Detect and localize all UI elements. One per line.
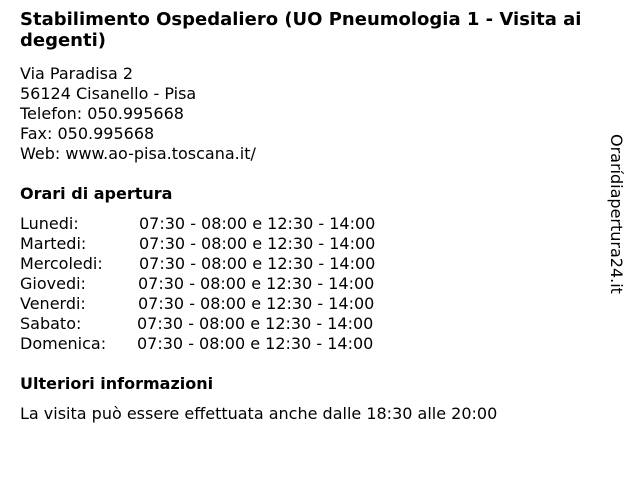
hours-row-sunday [20, 334, 420, 354]
hours-row-thursday [20, 274, 420, 294]
day-hours: 07:30 - 08:00 e 12:30 - 14:00 [139, 254, 376, 273]
day-hours: 07:30 - 08:00 e 12:30 - 14:00 [138, 274, 375, 293]
day-label: Martedi: [20, 234, 87, 253]
phone-number: Telefon: 050.995668 [20, 104, 184, 123]
day-label: Mercoledi: [20, 254, 103, 273]
additional-info-text: La visita può essere effettuata anche dalle 18:30 alle 20:00 [20, 404, 498, 423]
day-label: Domenica: [20, 334, 107, 353]
day-label: Venerdi: [20, 294, 86, 313]
website: Web: www.ao-pisa.toscana.it/ [20, 144, 256, 163]
additional-info-heading: Ulteriori informazioni [20, 374, 214, 393]
day-label: Lunedi: [20, 214, 79, 233]
day-hours: 07:30 - 08:00 e 12:30 - 14:00 [139, 214, 376, 233]
hours-row-tuesday [20, 234, 420, 254]
day-label: Giovedi: [20, 274, 86, 293]
site-watermark: Orarídiapertura24.it [607, 134, 626, 294]
page-title: Stabilimento Ospedaliero (UO Pneumologia 1 - Visita ai degenti) [20, 9, 582, 51]
hours-row-wednesday [20, 254, 420, 274]
day-label: Sabato: [20, 314, 82, 333]
fax-number: Fax: 050.995668 [20, 124, 155, 143]
hours-row-friday [20, 294, 420, 314]
hours-row-monday [20, 214, 420, 234]
day-hours: 07:30 - 08:00 e 12:30 - 14:00 [139, 234, 376, 253]
address-block [20, 64, 256, 164]
hours-row-saturday [20, 314, 420, 334]
opening-hours-table [20, 214, 420, 354]
street-address: Via Paradisa 2 [20, 64, 134, 83]
day-hours: 07:30 - 08:00 e 12:30 - 14:00 [137, 334, 374, 353]
day-hours: 07:30 - 08:00 e 12:30 - 14:00 [138, 294, 375, 313]
day-hours: 07:30 - 08:00 e 12:30 - 14:00 [137, 314, 374, 333]
opening-hours-heading: Orari di apertura [20, 184, 173, 203]
city-address: 56124 Cisanello - Pisa [20, 84, 197, 103]
